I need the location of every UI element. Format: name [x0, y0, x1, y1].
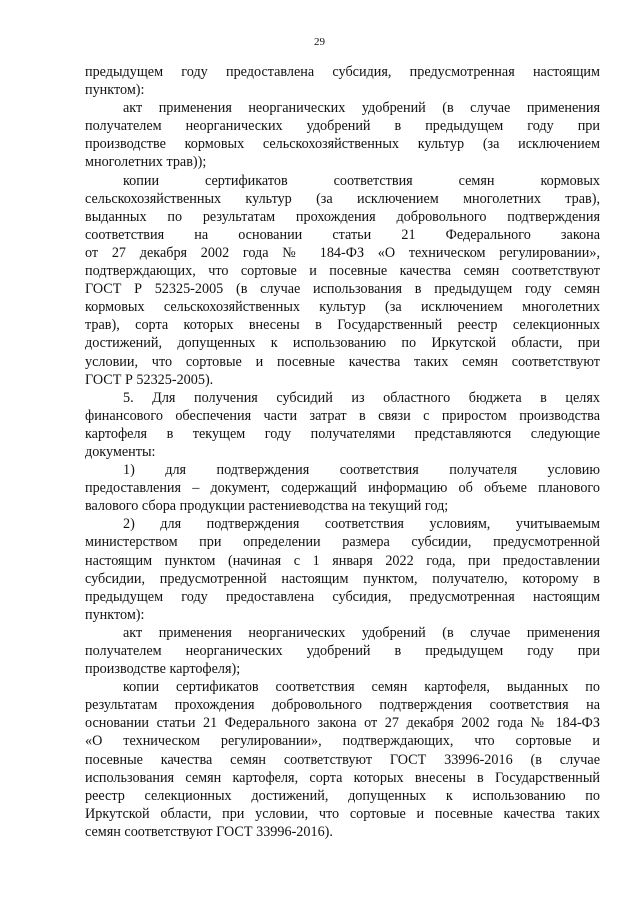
text-line: 2) для подтверждения соответствия условиям, учитываемым: [123, 516, 600, 533]
text-line: подтверждающих, что сортовые и посевные качества семян соответствуют: [85, 263, 600, 280]
text-line: достижений, допущенных к использованию по Иркутской области, при: [85, 335, 600, 352]
text-line: ГОСТ Р 52325-2005).: [85, 371, 214, 388]
text-line: условии, что сортовые и посевные качества таких семян соответствуют: [85, 353, 600, 370]
text-line: получателем неорганических удобрений в предыдущем году при: [85, 118, 600, 135]
text-line: 1) для подтверждения соответствия получателя условию: [123, 462, 600, 479]
text-line: субсидии, предусмотренной настоящим пунктом, получателю, которому в: [85, 570, 600, 587]
text-line: семян соответствуют ГОСТ 33996-2016).: [85, 823, 333, 840]
text-line: производстве кормовых сельскохозяйственных культур (за исключением: [85, 136, 600, 153]
text-line: предыдущем году предоставлена субсидия, предусмотренная настоящим: [85, 588, 600, 605]
document-body: [85, 63, 600, 841]
text-line: использования семян картофеля, сорта которых внесены в Государственный: [85, 769, 600, 786]
text-line: акт применения неорганических удобрений (в случае применения: [123, 100, 600, 117]
text-line: пунктом):: [85, 82, 145, 99]
text-line: производстве картофеля);: [85, 661, 241, 678]
text-line: реестр селекционных достижений, допущенных к использованию по: [85, 787, 600, 804]
text-line: пунктом):: [85, 606, 145, 623]
text-line: копии сертификатов соответствия семян кормовых: [123, 172, 600, 189]
text-line: валового сбора продукции растениеводства на текущий год;: [85, 498, 449, 515]
text-line: соответствия на основании статьи 21 Федерального закона: [85, 226, 600, 243]
text-line: Иркутской области, при условии, что сортовые и посевные качества таких: [85, 805, 600, 822]
text-line: министерством при определении размера субсидии, предусмотренной: [85, 534, 600, 551]
text-line: основании статьи 21 Федерального закона от 27 декабря 2002 года № 184-ФЗ: [85, 715, 600, 732]
page-number: 29: [314, 36, 325, 48]
text-line: посевные качества семян соответствуют ГОСТ 33996-2016 (в случае: [85, 751, 600, 768]
text-line: ГОСТ Р 52325-2005 (в случае использования в предыдущем году семян: [85, 281, 600, 298]
text-line: копии сертификатов соответствия семян картофеля, выданных по: [123, 679, 600, 696]
text-line: выданных по результатам прохождения добровольного подтверждения: [85, 208, 600, 225]
text-line: сельскохозяйственных культур (за исключением многолетних трав),: [85, 190, 600, 207]
text-line: документы:: [85, 443, 156, 460]
text-line: результатам прохождения добровольного подтверждения соответствия на: [85, 697, 600, 714]
text-line: картофеля в текущем году получателями представляются следующие: [85, 425, 600, 442]
text-line: кормовых сельскохозяйственных культур (за исключением многолетних: [85, 299, 600, 316]
text-line: трав), сорта которых внесены в Государственный реестр селекционных: [85, 317, 600, 334]
text-line: предыдущем году предоставлена субсидия, предусмотренная настоящим: [85, 64, 600, 80]
text-line: от 27 декабря 2002 года № 184-ФЗ «О техническом регулировании»,: [85, 244, 600, 261]
text-line: акт применения неорганических удобрений (в случае применения: [123, 624, 600, 641]
text-line: многолетних трав));: [85, 154, 207, 171]
text-line: 5. Для получения субсидий из областного бюджета в целях: [123, 389, 600, 406]
text-line: получателем неорганических удобрений в предыдущем году при: [85, 643, 600, 659]
text-line: финансового обеспечения части затрат в связи с приростом производства: [85, 407, 600, 424]
text-line: настоящим пунктом (начиная с 1 января 2022 года, при предоставлении: [85, 552, 600, 569]
text-line: «О техническом регулировании», подтверждающих, что сортовые и: [85, 733, 600, 750]
text-line: предоставления – документ, содержащий информацию об объеме планового: [85, 480, 600, 497]
